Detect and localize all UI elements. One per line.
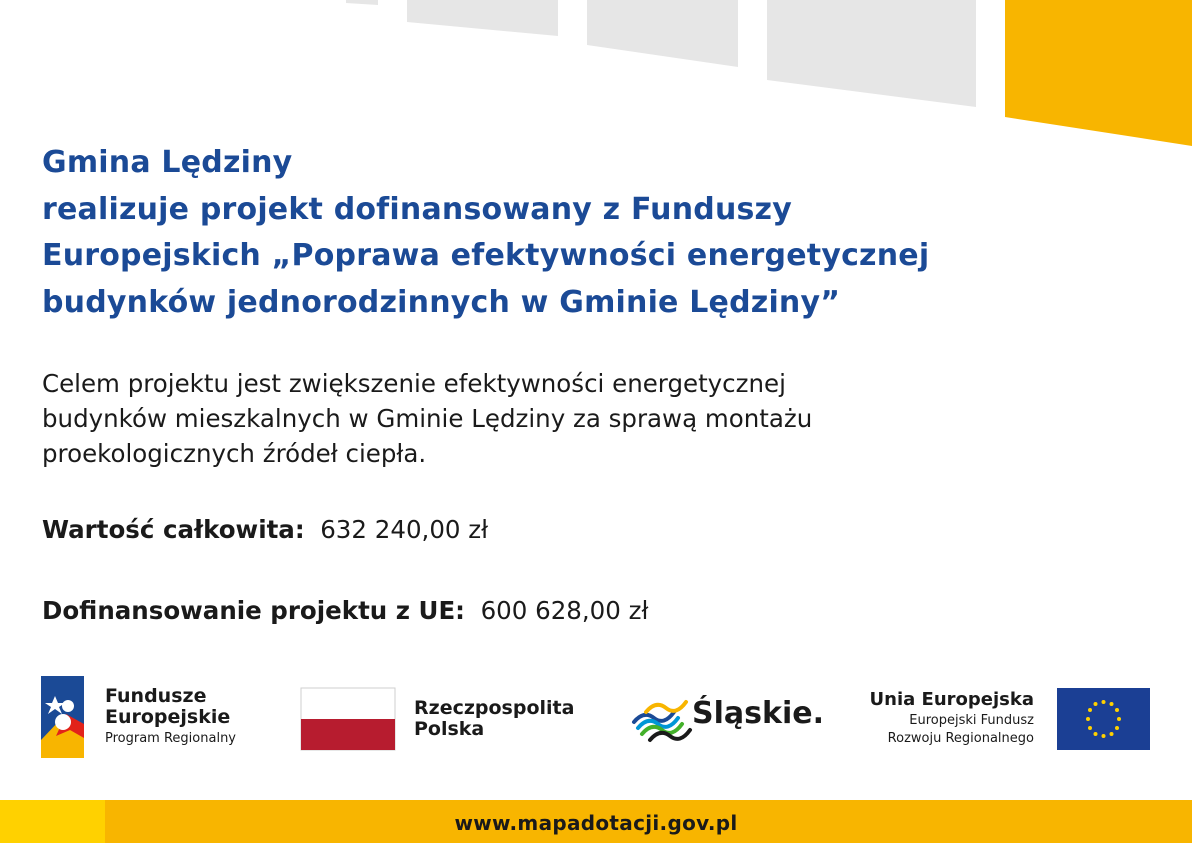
title-line-2: realizuje projekt dofinansowany z Funduszy [42, 191, 792, 227]
unia-europejska-text [870, 688, 1034, 748]
polish-flag-logo [301, 688, 395, 750]
title-line-4: budynków jednorodzinnych w Gminie Lędziny” [42, 284, 841, 320]
total-value-row [42, 515, 488, 544]
deco-tile-2 [407, 0, 558, 36]
ue-title: Unia Europejska [869, 689, 1034, 710]
description-line-1: Celem projektu jest zwiększenie efektywności energetycznej [42, 369, 786, 398]
project-title [42, 140, 929, 326]
eu-funding-label: Dofinansowanie projektu z UE: [42, 596, 465, 625]
deco-tile-3 [587, 0, 738, 67]
ue-line-2: Europejski Fundusz [909, 713, 1034, 728]
ue-line-3: Rozwoju Regionalnego [887, 731, 1034, 746]
eu-flag-logo [1057, 688, 1150, 750]
fundusze-europejskie-logo [41, 676, 84, 758]
header-decoration [0, 0, 1192, 150]
fe-line-3: Program Regionalny [105, 731, 236, 746]
eu-funding-row [42, 596, 648, 625]
slaskie-text: Śląskie. [692, 696, 824, 731]
fe-line-1: Fundusze [105, 685, 207, 707]
footer-url[interactable]: www.mapadotacji.gov.pl [454, 811, 738, 835]
fe-line-2: Europejskie [105, 706, 231, 728]
total-value-amount: 632 240,00 zł [320, 515, 489, 544]
rzeczpospolita-text [414, 698, 574, 740]
title-line-1: Gmina Lędziny [42, 145, 293, 180]
deco-tile-yellow [1005, 0, 1192, 146]
slaskie-logo [634, 702, 690, 740]
description-line-2: budynków mieszkalnych w Gminie Lędziny za sprawą montażu [42, 404, 813, 433]
rp-line-1: Rzeczpospolita [414, 697, 575, 719]
description-line-3: proekologicznych źródeł ciepła. [42, 439, 427, 468]
title-line-3: Europejskich „Poprawa efektywności energetycznej [42, 238, 930, 273]
eu-funding-amount: 600 628,00 zł [480, 596, 649, 625]
rp-line-2: Polska [414, 718, 485, 740]
deco-tile-4 [767, 0, 976, 107]
deco-tile-1 [346, 0, 378, 5]
project-description [42, 366, 812, 471]
fundusze-europejskie-text [105, 686, 236, 748]
total-value-label: Wartość całkowita: [42, 515, 305, 544]
